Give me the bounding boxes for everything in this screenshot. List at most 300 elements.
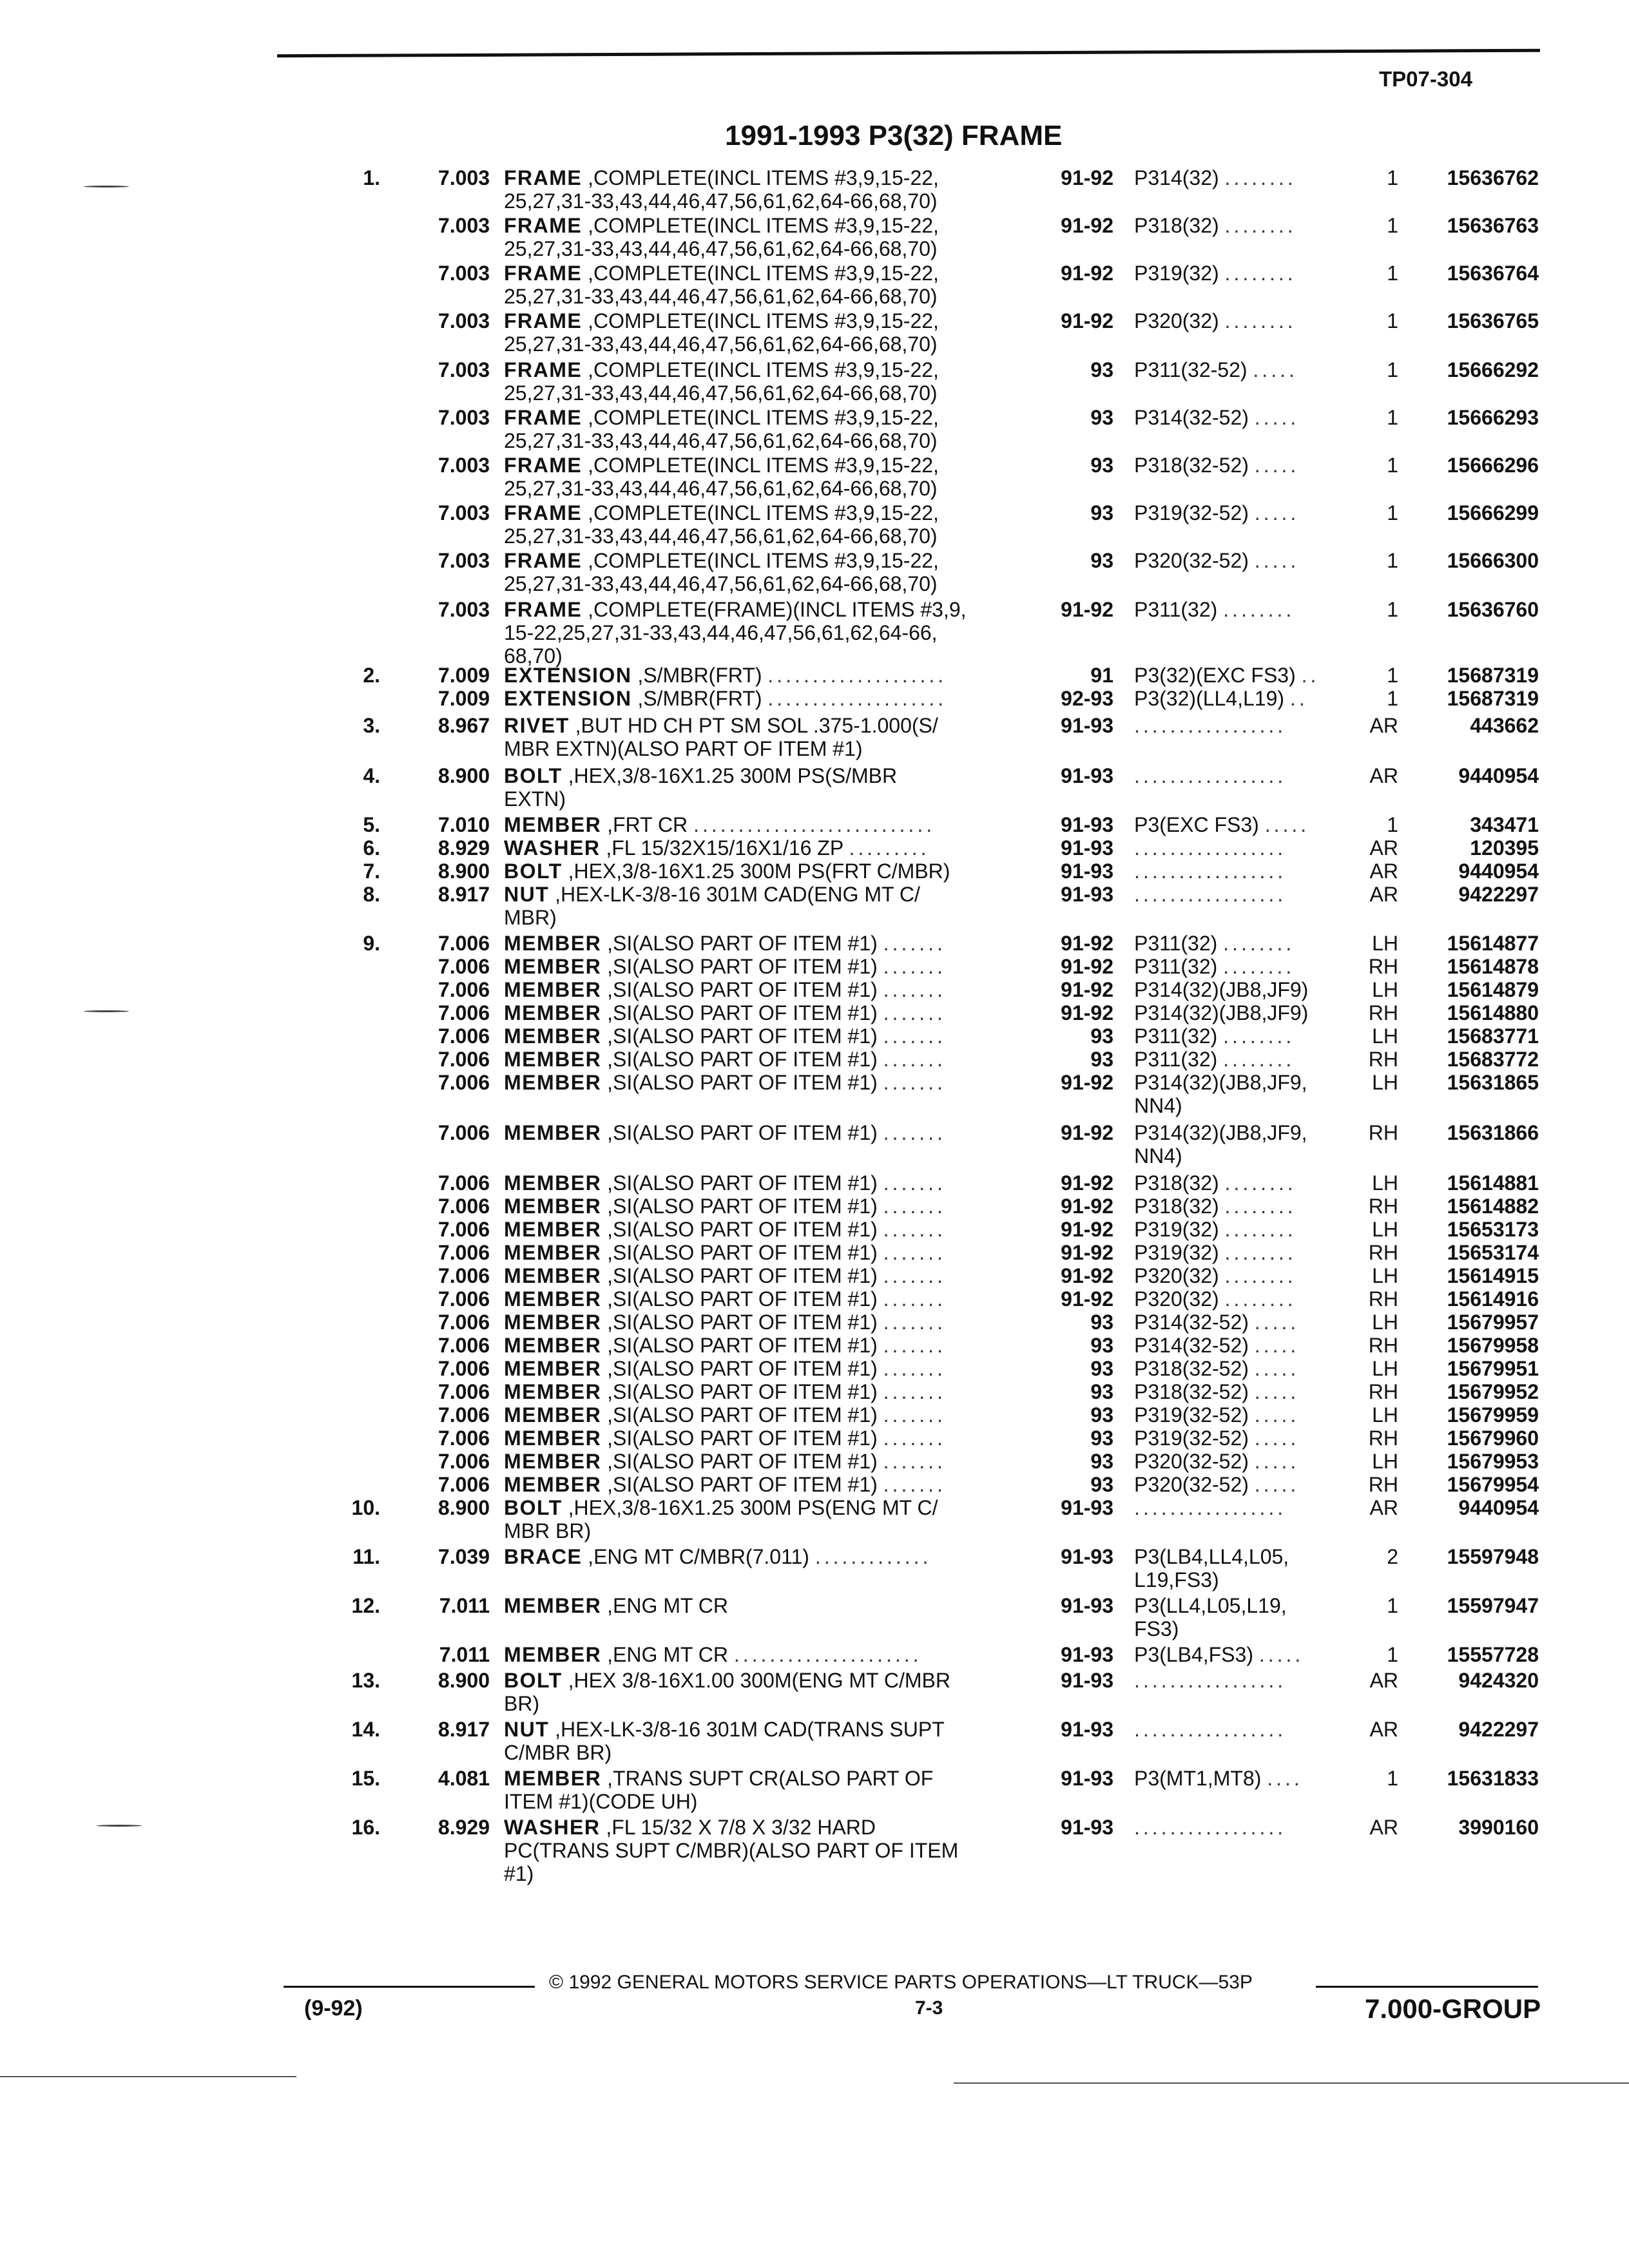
group-number: 8.917 xyxy=(438,1718,490,1741)
model-years: 91 xyxy=(1090,664,1113,687)
part-number: 343471 xyxy=(1470,813,1539,836)
part-name: BOLT xyxy=(504,860,563,883)
item-number: 2. xyxy=(363,664,380,687)
part-name: FRAME xyxy=(504,501,583,524)
quantity: RH xyxy=(1368,1241,1398,1264)
leader-dots: .... xyxy=(1267,1767,1303,1790)
leader-dots: ..... xyxy=(1254,406,1300,429)
part-description xyxy=(504,813,1045,836)
part-name: MEMBER xyxy=(504,1048,602,1071)
part-detail: ,SI(ALSO PART OF ITEM #1) xyxy=(601,932,878,955)
model-years: 93 xyxy=(1090,1048,1113,1071)
quantity: AR xyxy=(1369,1496,1398,1519)
part-number: 15653174 xyxy=(1447,1241,1539,1264)
part-description xyxy=(504,501,1045,548)
leader-dots: ..... xyxy=(1254,1427,1300,1450)
group-number: 7.003 xyxy=(438,358,490,381)
model-code: P314(32)(JB8,JF9) xyxy=(1134,1001,1309,1024)
model-code: P3(EXC FS3) xyxy=(1134,813,1259,836)
page-title: 1991-1993 P3(32) FRAME xyxy=(725,120,1063,151)
model-years: 91-93 xyxy=(1061,1669,1113,1692)
group-number: 8.917 xyxy=(438,883,490,906)
item-number: 13. xyxy=(351,1669,380,1692)
part-detail: ,SI(ALSO PART OF ITEM #1) xyxy=(601,1473,878,1496)
model-years: 93 xyxy=(1090,358,1113,381)
part-description xyxy=(504,214,1045,260)
part-detail: ,COMPLETE(INCL ITEMS #3,9,15-22, 25,27,31-33,43,44,46,47,56,61,62,64-66,68,70) xyxy=(504,406,939,452)
doc-id: TP07-304 xyxy=(1379,67,1472,91)
model-code: P318(32-52) xyxy=(1134,1357,1249,1380)
part-detail: ,COMPLETE(INCL ITEMS #3,9,15-22, 25,27,31-33,43,44,46,47,56,61,62,64-66,68,70) xyxy=(504,549,939,595)
group-number: 7.003 xyxy=(438,262,490,285)
model-code: P314(32)(JB8,JF9, NN4) xyxy=(1134,1121,1307,1168)
part-name: RIVET xyxy=(504,714,570,737)
leader-dots: ............. xyxy=(815,1545,932,1568)
part-description xyxy=(504,1403,1045,1427)
group-number: 7.006 xyxy=(438,1357,490,1380)
group-number: 7.011 xyxy=(439,1643,490,1666)
part-number: 15614877 xyxy=(1447,932,1539,955)
leader-dots: ....... xyxy=(883,932,946,955)
group-number: 7.006 xyxy=(438,1121,490,1144)
model-years: 91-92 xyxy=(1061,978,1113,1001)
part-number: 15636760 xyxy=(1447,598,1539,621)
part-number: 15597948 xyxy=(1447,1545,1539,1568)
margin-mark xyxy=(84,186,129,187)
leader-dots: ....... xyxy=(883,1001,946,1024)
leader-dots: ........ xyxy=(1224,1195,1296,1218)
part-description xyxy=(504,1816,1045,1885)
part-name: MEMBER xyxy=(504,1450,602,1473)
leader-dots: ........ xyxy=(1224,166,1296,189)
part-description xyxy=(504,454,1045,500)
model-years: 91-93 xyxy=(1061,764,1113,787)
part-description xyxy=(504,1767,1045,1813)
quantity: RH xyxy=(1368,1380,1398,1403)
model-code: P314(32-52) xyxy=(1134,406,1249,429)
part-detail: ,SI(ALSO PART OF ITEM #1) xyxy=(601,1001,878,1024)
leader-dots: ................. xyxy=(1134,883,1287,906)
part-description xyxy=(504,1473,1045,1496)
leader-dots: ........ xyxy=(1223,932,1295,955)
leader-dots: ........ xyxy=(1224,309,1296,332)
model-years: 91-92 xyxy=(1061,1264,1113,1287)
model-code: P318(32-52) xyxy=(1134,454,1249,477)
group-number: 7.006 xyxy=(438,1311,490,1334)
group-number: 7.003 xyxy=(438,501,490,524)
part-description xyxy=(504,1643,1045,1666)
item-number: 4. xyxy=(363,764,380,787)
leader-dots: ................. xyxy=(1134,1496,1287,1519)
part-number: 15679958 xyxy=(1447,1334,1539,1357)
part-name: BOLT xyxy=(504,1496,563,1519)
part-description xyxy=(504,860,1045,883)
leader-dots: ....... xyxy=(883,1264,946,1287)
model-code: P311(32) xyxy=(1134,955,1218,978)
part-number: 9422297 xyxy=(1458,883,1539,906)
model-years: 91-93 xyxy=(1061,836,1113,860)
leader-dots: ................. xyxy=(1134,1718,1287,1741)
leader-dots: ........ xyxy=(1224,1241,1296,1264)
leader-dots: ................. xyxy=(1134,1669,1287,1692)
part-detail: ,COMPLETE(INCL ITEMS #3,9,15-22, 25,27,31-33,43,44,46,47,56,61,62,64-66,68,70) xyxy=(504,358,939,405)
leader-dots: .................... xyxy=(767,687,947,710)
model-code: P319(32-52) xyxy=(1134,501,1249,524)
quantity: RH xyxy=(1368,1001,1398,1024)
part-description xyxy=(504,1001,1045,1024)
part-number: 15636763 xyxy=(1447,214,1539,237)
group-number: 7.006 xyxy=(438,978,490,1001)
part-name: BOLT xyxy=(504,1669,563,1692)
part-number: 9440954 xyxy=(1458,860,1539,883)
group-number: 7.006 xyxy=(438,1450,490,1473)
leader-dots: ....... xyxy=(883,978,946,1001)
leader-dots: ........ xyxy=(1224,1171,1296,1195)
model-code: P320(32-52) xyxy=(1134,549,1249,572)
model-code: P319(32) xyxy=(1134,1218,1219,1241)
part-number: 9424320 xyxy=(1458,1669,1539,1692)
part-name: MEMBER xyxy=(504,1121,602,1144)
part-detail: ,HEX-LK-3/8-16 301M CAD(TRANS SUPT C/MBR BR) xyxy=(504,1718,945,1764)
leader-dots: ....... xyxy=(883,1380,946,1403)
part-description xyxy=(504,262,1045,308)
leader-dots: ....... xyxy=(883,1024,946,1048)
part-name: MEMBER xyxy=(504,1473,602,1496)
leader-dots: ......... xyxy=(849,836,930,860)
part-number: 15666300 xyxy=(1447,549,1539,572)
scan-edge-line xyxy=(954,2082,1629,2084)
part-detail: ,FRT CR xyxy=(601,813,688,836)
leader-dots: ..... xyxy=(1254,1334,1300,1357)
quantity: RH xyxy=(1368,1048,1398,1071)
group-number: 8.900 xyxy=(438,1669,490,1692)
part-detail: ,HEX 3/8-16X1.00 300M(ENG MT C/MBR BR) xyxy=(504,1669,950,1715)
part-name: FRAME xyxy=(504,358,583,381)
leader-dots: ....... xyxy=(883,1427,946,1450)
leader-dots: ....... xyxy=(883,1311,946,1334)
part-number: 15687319 xyxy=(1447,687,1539,710)
leader-dots: ..... xyxy=(1253,358,1298,381)
group-number: 7.006 xyxy=(438,1380,490,1403)
part-description xyxy=(504,1718,1045,1764)
part-name: MEMBER xyxy=(504,1264,602,1287)
part-detail: ,SI(ALSO PART OF ITEM #1) xyxy=(601,1121,878,1144)
model-code: P3(MT1,MT8) xyxy=(1134,1767,1262,1790)
leader-dots: ....... xyxy=(883,1121,946,1144)
part-detail: ,SI(ALSO PART OF ITEM #1) xyxy=(601,1357,878,1380)
part-detail: ,SI(ALSO PART OF ITEM #1) xyxy=(601,1311,878,1334)
quantity: 1 xyxy=(1387,214,1398,237)
model-years: 91-92 xyxy=(1061,932,1113,955)
model-years: 91-92 xyxy=(1061,309,1113,332)
model-years: 93 xyxy=(1090,1357,1113,1380)
model-code: P314(32-52) xyxy=(1134,1334,1249,1357)
leader-dots: ..... xyxy=(1254,454,1300,477)
part-detail: ,SI(ALSO PART OF ITEM #1) xyxy=(601,1380,878,1403)
group-number: 7.003 xyxy=(438,406,490,429)
quantity: LH xyxy=(1372,932,1398,955)
model-code: P320(32) xyxy=(1134,309,1219,332)
part-detail: ,SI(ALSO PART OF ITEM #1) xyxy=(601,1264,878,1287)
part-name: MEMBER xyxy=(504,1427,602,1450)
item-number: 11. xyxy=(352,1545,380,1568)
model-code: P314(32) xyxy=(1134,166,1219,189)
part-detail: ,S/MBR(FRT) xyxy=(631,664,762,687)
leader-dots: ........ xyxy=(1224,1287,1296,1311)
model-code: P319(32-52) xyxy=(1134,1427,1249,1450)
part-number: 15614878 xyxy=(1447,955,1539,978)
part-name: MEMBER xyxy=(504,1403,602,1427)
model-years: 91-92 xyxy=(1061,1218,1113,1241)
leader-dots: ..................... xyxy=(733,1643,922,1666)
leader-dots: ....... xyxy=(883,1357,946,1380)
model-code: P318(32) xyxy=(1134,1171,1219,1195)
part-description xyxy=(504,1450,1045,1473)
group-number: 8.967 xyxy=(438,714,490,737)
part-detail: ,COMPLETE(INCL ITEMS #3,9,15-22, 25,27,31-33,43,44,46,47,56,61,62,64-66,68,70) xyxy=(504,166,939,213)
quantity: 1 xyxy=(1387,1594,1398,1617)
part-name: MEMBER xyxy=(504,1241,602,1264)
part-number: 15653173 xyxy=(1447,1218,1539,1241)
part-description xyxy=(504,1545,1045,1568)
part-detail: ,SI(ALSO PART OF ITEM #1) xyxy=(601,955,878,978)
model-code: P3(LB4,FS3) xyxy=(1134,1643,1253,1666)
quantity: LH xyxy=(1372,1403,1398,1427)
part-description xyxy=(504,1380,1045,1403)
part-name: MEMBER xyxy=(504,1643,602,1666)
leader-dots: ..... xyxy=(1264,813,1310,836)
quantity: LH xyxy=(1372,1264,1398,1287)
part-detail: ,SI(ALSO PART OF ITEM #1) xyxy=(601,1241,878,1264)
group-number: 7.006 xyxy=(438,932,490,955)
leader-dots: ........ xyxy=(1223,955,1295,978)
group-number: 7.006 xyxy=(438,1171,490,1195)
part-description xyxy=(504,549,1045,595)
footer-date: (9-92) xyxy=(304,1996,363,2021)
model-code: P319(32) xyxy=(1134,262,1219,285)
model-years: 93 xyxy=(1090,1334,1113,1357)
model-years: 91-92 xyxy=(1061,1001,1113,1024)
part-description xyxy=(504,836,1045,860)
group-number: 7.006 xyxy=(438,1195,490,1218)
part-name: MEMBER xyxy=(504,1357,602,1380)
part-detail: ,COMPLETE(INCL ITEMS #3,9,15-22, 25,27,31-33,43,44,46,47,56,61,62,64-66,68,70) xyxy=(504,501,939,548)
part-number: 15631865 xyxy=(1447,1071,1539,1094)
item-number: 10. xyxy=(351,1496,380,1519)
group-number: 7.006 xyxy=(438,1334,490,1357)
group-number: 7.009 xyxy=(438,687,490,710)
quantity: 2 xyxy=(1387,1545,1398,1568)
item-number: 6. xyxy=(363,836,380,860)
part-number: 9422297 xyxy=(1458,1718,1539,1741)
part-description xyxy=(504,883,1045,929)
group-number: 7.010 xyxy=(438,813,490,836)
part-name: MEMBER xyxy=(504,1218,602,1241)
part-name: FRAME xyxy=(504,214,583,237)
group-number: 7.006 xyxy=(438,1024,490,1048)
group-number: 7.006 xyxy=(438,1287,490,1311)
part-detail: ,HEX,3/8-16X1.25 300M PS(S/MBR EXTN) xyxy=(504,764,898,811)
part-number: 15631866 xyxy=(1447,1121,1539,1144)
part-detail: ,ENG MT C/MBR(7.011) xyxy=(582,1545,809,1568)
quantity: AR xyxy=(1369,764,1398,787)
part-detail: ,SI(ALSO PART OF ITEM #1) xyxy=(601,1195,878,1218)
model-code: P318(32-52) xyxy=(1134,1380,1249,1403)
quantity: 1 xyxy=(1387,358,1398,381)
part-description xyxy=(504,1121,1045,1144)
group-number: 7.006 xyxy=(438,1403,490,1427)
group-number: 7.006 xyxy=(438,1048,490,1071)
leader-dots: ..... xyxy=(1258,1643,1304,1666)
part-description xyxy=(504,1195,1045,1218)
model-code: P311(32) xyxy=(1134,1024,1218,1048)
part-number: 15614881 xyxy=(1447,1171,1539,1195)
part-number: 15614915 xyxy=(1447,1264,1539,1287)
copyright-line: © 1992 GENERAL MOTORS SERVICE PARTS OPERATIONS—LT TRUCK—53P xyxy=(549,1972,1253,1993)
model-code: P3(32)(LL4,L19) xyxy=(1134,687,1285,710)
quantity: AR xyxy=(1369,1718,1398,1741)
part-detail: ,SI(ALSO PART OF ITEM #1) xyxy=(601,1287,878,1311)
part-detail: ,SI(ALSO PART OF ITEM #1) xyxy=(601,1334,878,1357)
quantity: LH xyxy=(1372,1357,1398,1380)
quantity: RH xyxy=(1368,1195,1398,1218)
leader-dots: .. xyxy=(1301,664,1320,687)
part-detail: ,SI(ALSO PART OF ITEM #1) xyxy=(601,1048,878,1071)
part-description xyxy=(504,1171,1045,1195)
model-years: 93 xyxy=(1090,1473,1113,1496)
leader-dots: ....... xyxy=(883,1241,946,1264)
item-number: 16. xyxy=(351,1816,380,1839)
leader-dots: ....... xyxy=(883,1171,946,1195)
footer-rule-right xyxy=(1316,1986,1538,1988)
item-number: 3. xyxy=(363,714,380,737)
leader-dots: ....... xyxy=(883,1048,946,1071)
part-detail: ,ENG MT CR xyxy=(601,1643,728,1666)
part-number: 15687319 xyxy=(1447,664,1539,687)
part-number: 15666292 xyxy=(1447,358,1539,381)
model-years: 91-92 xyxy=(1061,598,1113,621)
model-code: P320(32-52) xyxy=(1134,1450,1249,1473)
leader-dots: ..... xyxy=(1254,1380,1300,1403)
part-number: 15679953 xyxy=(1447,1450,1539,1473)
model-years: 93 xyxy=(1090,501,1113,524)
quantity: LH xyxy=(1372,1218,1398,1241)
part-detail: ,COMPLETE(INCL ITEMS #3,9,15-22, 25,27,31-33,43,44,46,47,56,61,62,64-66,68,70) xyxy=(504,454,939,500)
leader-dots: ..... xyxy=(1254,549,1300,572)
quantity: LH xyxy=(1372,1071,1398,1094)
part-number: 15683771 xyxy=(1447,1024,1539,1048)
part-description xyxy=(504,1048,1045,1071)
part-name: FRAME xyxy=(504,309,583,332)
leader-dots: ................. xyxy=(1134,860,1287,883)
part-description xyxy=(504,166,1045,213)
leader-dots: ................. xyxy=(1134,836,1287,860)
leader-dots: ................. xyxy=(1134,714,1287,737)
model-years: 91-92 xyxy=(1061,955,1113,978)
part-name: MEMBER xyxy=(504,1171,602,1195)
leader-dots: .. xyxy=(1289,687,1308,710)
model-years: 91-93 xyxy=(1061,714,1113,737)
part-number: 15679951 xyxy=(1447,1357,1539,1380)
group-number: 7.006 xyxy=(438,1071,490,1094)
part-number: 15679960 xyxy=(1447,1427,1539,1450)
item-number: 14. xyxy=(351,1718,380,1741)
part-description xyxy=(504,1241,1045,1264)
item-number: 15. xyxy=(351,1767,380,1790)
part-name: MEMBER xyxy=(504,1287,602,1311)
quantity: 1 xyxy=(1387,501,1398,524)
part-name: MEMBER xyxy=(504,1594,602,1617)
item-number: 8. xyxy=(363,883,380,906)
leader-dots: ................. xyxy=(1134,1816,1287,1839)
leader-dots: ....... xyxy=(883,1287,946,1311)
part-description xyxy=(504,664,1045,687)
part-name: MEMBER xyxy=(504,1334,602,1357)
model-code: P314(32)(JB8,JF9, NN4) xyxy=(1134,1071,1307,1117)
group-number: 7.006 xyxy=(438,1218,490,1241)
part-name: EXTENSION xyxy=(504,664,632,687)
quantity: 1 xyxy=(1387,166,1398,189)
part-name: MEMBER xyxy=(504,1195,602,1218)
leader-dots: ....... xyxy=(883,1195,946,1218)
part-description xyxy=(504,406,1045,452)
leader-dots: ........................... xyxy=(693,813,936,836)
leader-dots: ....... xyxy=(883,1450,946,1473)
quantity: 1 xyxy=(1387,813,1398,836)
part-detail: ,COMPLETE(INCL ITEMS #3,9,15-22, 25,27,31-33,43,44,46,47,56,61,62,64-66,68,70) xyxy=(504,309,939,356)
model-years: 91-93 xyxy=(1061,860,1113,883)
part-detail: ,FL 15/32 X 7/8 X 3/32 HARD PC(TRANS SUPT C/MBR)(ALSO PART OF ITEM #1) xyxy=(504,1816,959,1885)
group-number: 4.081 xyxy=(438,1767,490,1790)
group-number: 7.003 xyxy=(438,549,490,572)
page-number: 7-3 xyxy=(915,1997,943,2019)
model-years: 91-92 xyxy=(1061,1287,1113,1311)
model-code: P318(32) xyxy=(1134,1195,1219,1218)
part-description xyxy=(504,1024,1045,1048)
part-description xyxy=(504,1594,1045,1617)
part-number: 15636762 xyxy=(1447,166,1539,189)
leader-dots: ....... xyxy=(883,1334,946,1357)
part-number: 9440954 xyxy=(1458,1496,1539,1519)
group-number: 7.006 xyxy=(438,1264,490,1287)
quantity: 1 xyxy=(1387,549,1398,572)
part-number: 15679952 xyxy=(1447,1380,1539,1403)
item-number: 5. xyxy=(363,813,380,836)
group-number: 7.009 xyxy=(438,664,490,687)
model-years: 91-93 xyxy=(1061,1496,1113,1519)
part-number: 15666296 xyxy=(1447,454,1539,477)
model-code: P318(32) xyxy=(1134,214,1219,237)
part-detail: ,SI(ALSO PART OF ITEM #1) xyxy=(601,1171,878,1195)
part-detail: ,ENG MT CR xyxy=(601,1594,728,1617)
part-number: 15679959 xyxy=(1447,1403,1539,1427)
model-years: 91-92 xyxy=(1061,1241,1113,1264)
item-number: 1. xyxy=(363,166,380,189)
part-number: 15597947 xyxy=(1447,1594,1539,1617)
model-years: 93 xyxy=(1090,1024,1113,1048)
model-code: P3(32)(EXC FS3) xyxy=(1134,664,1296,687)
quantity: 1 xyxy=(1387,1767,1398,1790)
part-number: 15614882 xyxy=(1447,1195,1539,1218)
part-number: 15614916 xyxy=(1447,1287,1539,1311)
part-description xyxy=(504,1311,1045,1334)
part-name: FRAME xyxy=(504,598,583,621)
leader-dots: ..... xyxy=(1254,501,1300,524)
leader-dots: ..... xyxy=(1254,1450,1300,1473)
part-name: FRAME xyxy=(504,549,583,572)
model-years: 91-93 xyxy=(1061,813,1113,836)
model-code: P311(32) xyxy=(1134,598,1218,621)
